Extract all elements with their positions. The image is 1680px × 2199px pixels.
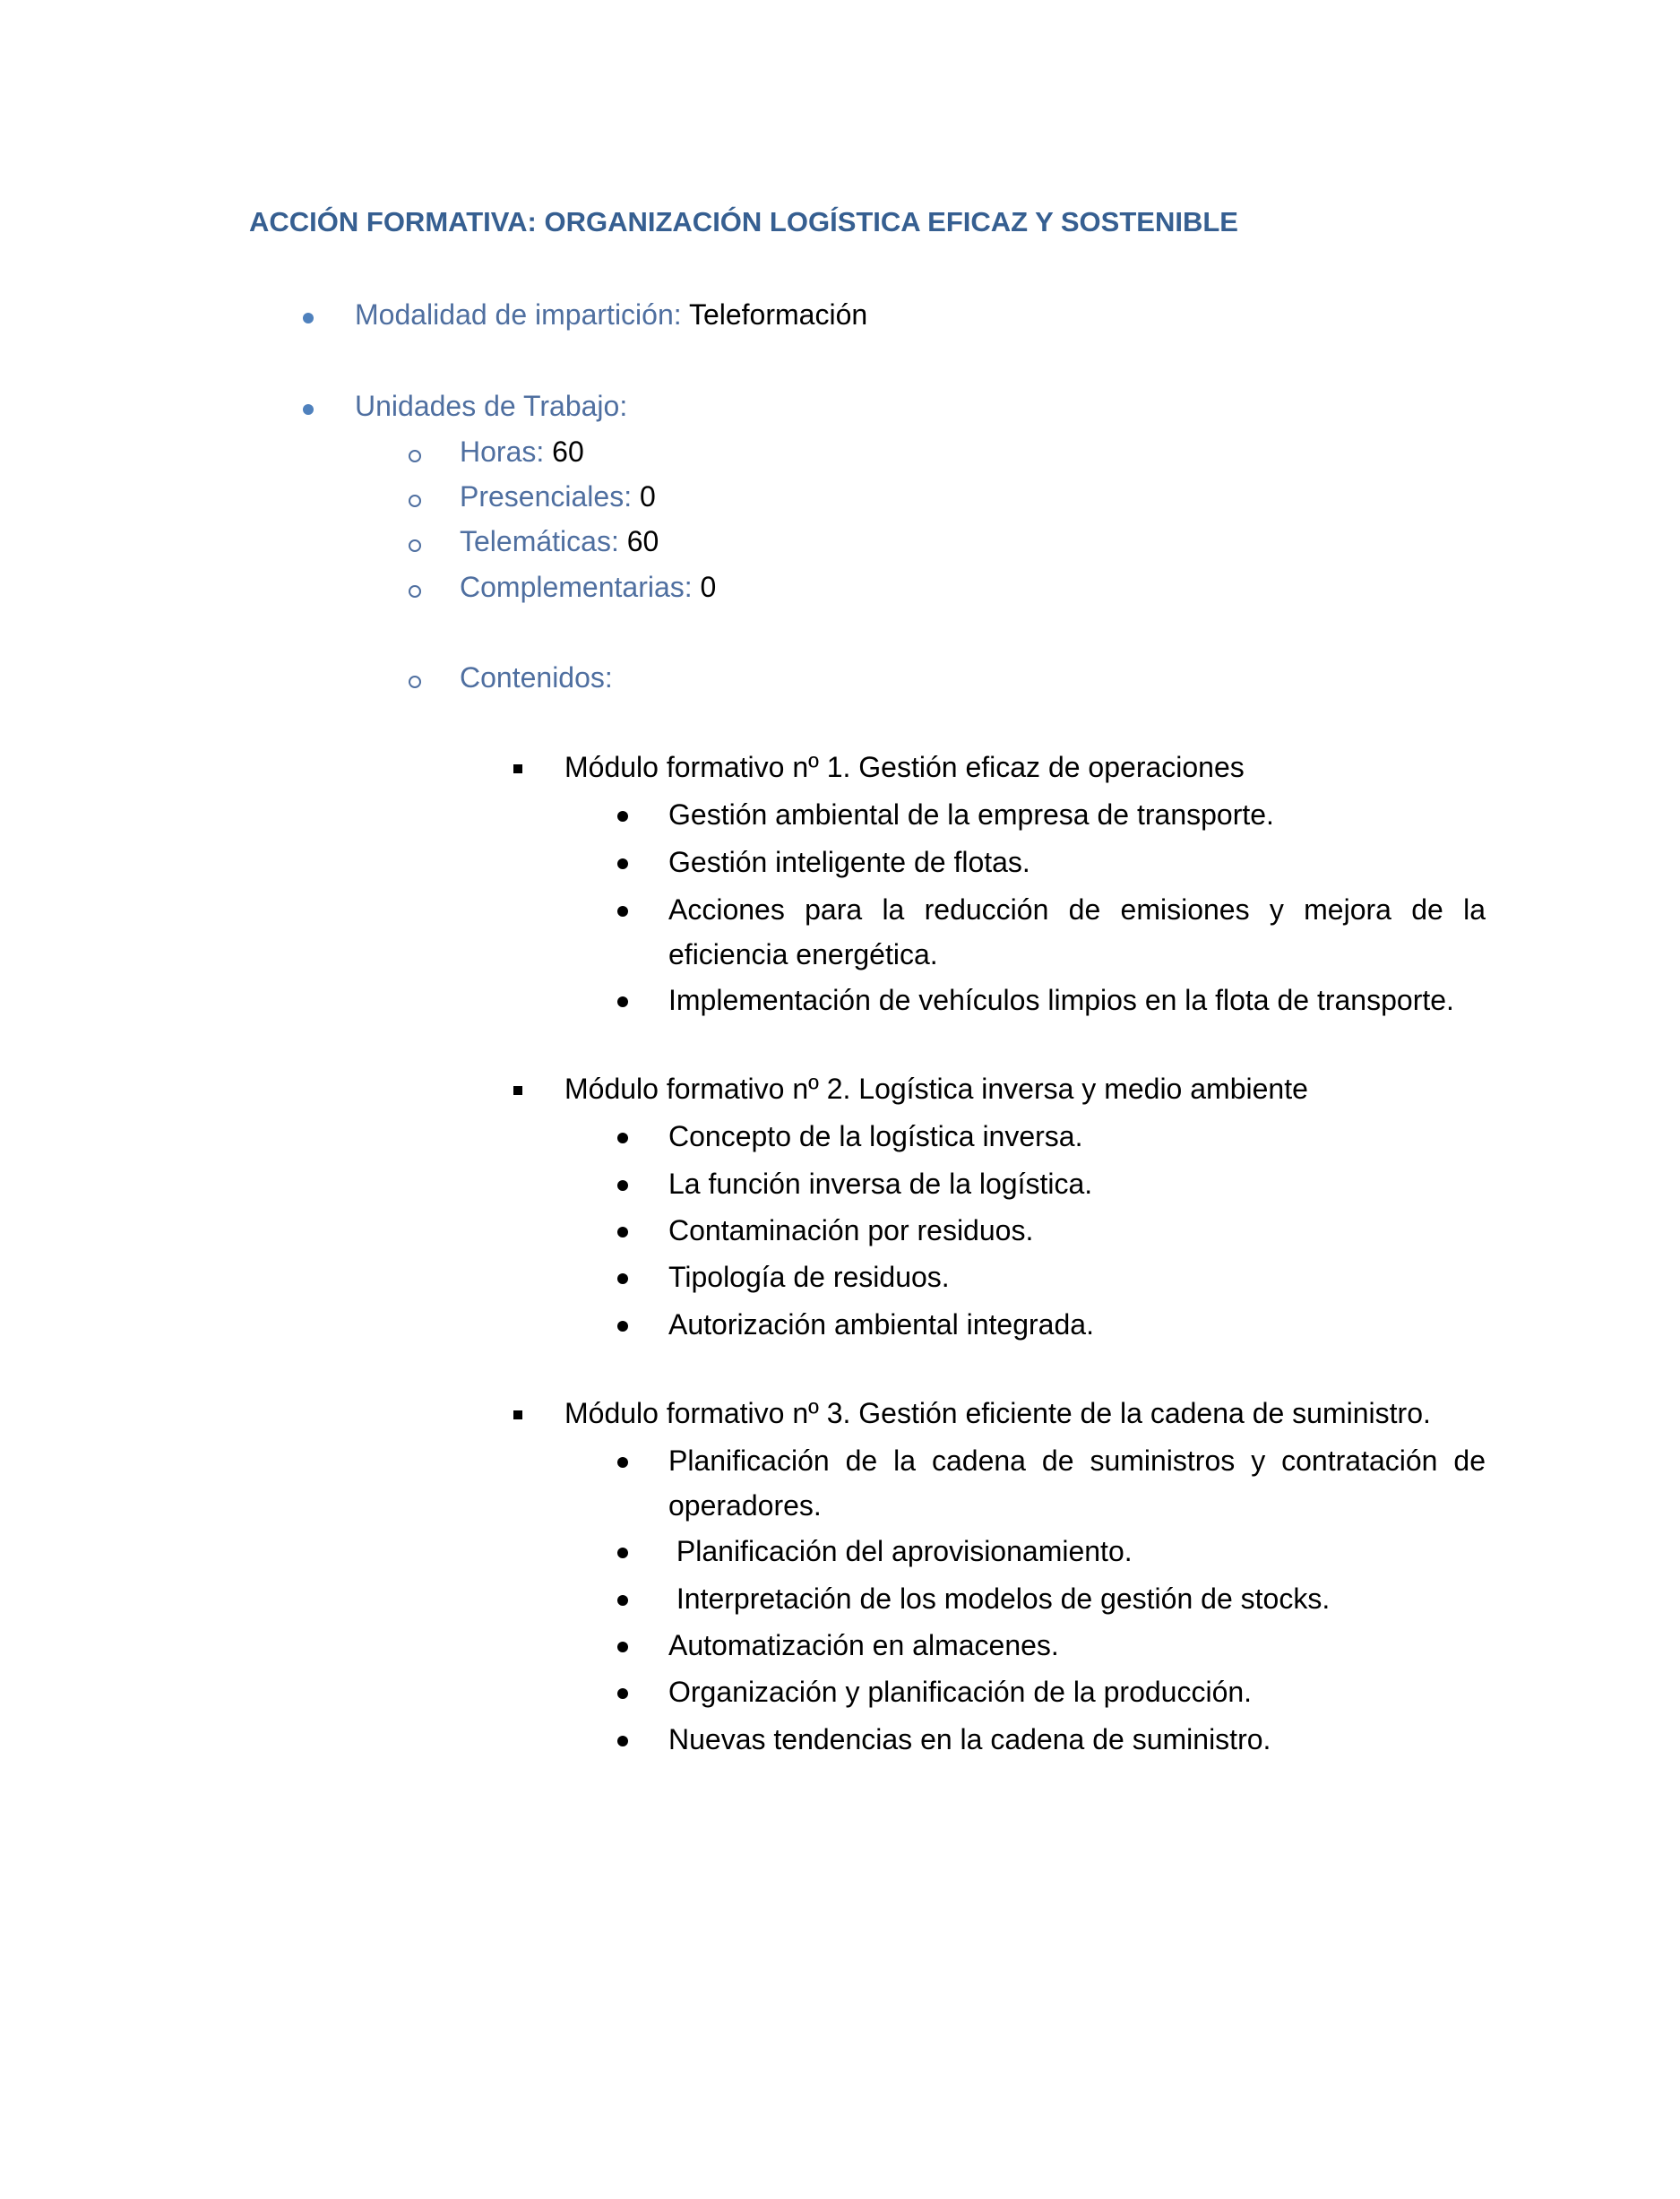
modulo-3-topic: Automatización en almacenes. [668, 1629, 1059, 1661]
bullet-icon [617, 1548, 628, 1558]
bullet-icon [303, 404, 314, 415]
modulo-3-title: Módulo formativo nº 3. Gestión eficiente de la cadena de suministro. [564, 1397, 1431, 1429]
modulo-1-topic-continuation: eficiencia energética. [668, 938, 938, 970]
circle-bullet-icon [409, 495, 421, 507]
modulo-1-topic: Gestión inteligente de flotas. [668, 846, 1030, 878]
unidad-complementarias: Complementarias: 0 [460, 571, 717, 603]
bullet-icon [617, 1227, 628, 1237]
bullet-icon [617, 1736, 628, 1746]
bullet-icon [617, 1321, 628, 1332]
circle-bullet-icon [409, 539, 421, 552]
circle-bullet-icon [409, 585, 421, 598]
bullet-icon [303, 313, 314, 323]
modalidad-line [355, 298, 867, 332]
modulo-1-topic: Implementación de vehículos limpios en la flota de transporte. [668, 984, 1454, 1016]
document-title: ACCIÓN FORMATIVA: ORGANIZACIÓN LOGÍSTICA EFICAZ Y SOSTENIBLE [249, 206, 1238, 237]
bullet-icon [617, 1688, 628, 1699]
modulo-2-topic: Tipología de residuos. [668, 1261, 950, 1293]
modulo-3-topic: Planificación de la cadena de suministros y contratación de [668, 1444, 1486, 1477]
bullet-icon [617, 1457, 628, 1468]
bullet-icon [617, 1273, 628, 1284]
modulo-3-topic: Planificación del aprovisionamiento. [668, 1535, 1133, 1567]
modalidad-value: Teleformación [681, 298, 868, 331]
square-bullet-icon [513, 1086, 522, 1095]
modalidad-label: Modalidad de impartición: [355, 298, 682, 331]
bullet-icon [617, 1180, 628, 1191]
circle-bullet-icon [409, 676, 421, 688]
bullet-icon [617, 1595, 628, 1606]
bullet-icon [617, 1642, 628, 1652]
modulo-1-title: Módulo formativo nº 1. Gestión eficaz de operaciones [564, 751, 1245, 783]
bullet-icon [617, 811, 628, 822]
modulo-3-topic: Interpretación de los modelos de gestión de stocks. [668, 1582, 1331, 1615]
bullet-icon [617, 906, 628, 917]
modulo-3-topic-continuation: operadores. [668, 1489, 822, 1522]
unidad-horas: Horas: 60 [460, 435, 584, 468]
unidad-telematicas: Telemáticas: 60 [460, 525, 659, 557]
modulo-1-topic: Acciones para la reducción de emisiones y mejora de la [668, 893, 1486, 926]
square-bullet-icon [513, 764, 522, 773]
modulo-2-topic: Concepto de la logística inversa. [668, 1120, 1083, 1152]
modulo-1-topic: Gestión ambiental de la empresa de transporte. [668, 798, 1274, 831]
bullet-icon [617, 996, 628, 1007]
modulo-3-topic: Organización y planificación de la producción. [668, 1676, 1253, 1708]
contenidos-label: Contenidos: [460, 661, 613, 694]
modulo-3-topic: Nuevas tendencias en la cadena de suministro. [668, 1723, 1271, 1755]
modulo-2-title: Módulo formativo nº 2. Logística inversa y medio ambiente [564, 1073, 1308, 1105]
unidades-label: Unidades de Trabajo: [355, 390, 628, 422]
modulo-2-topic: Autorización ambiental integrada. [668, 1308, 1094, 1341]
square-bullet-icon [513, 1410, 522, 1419]
circle-bullet-icon [409, 450, 421, 462]
modulo-2-topic: La función inversa de la logística. [668, 1168, 1093, 1200]
unidad-presenciales: Presenciales: 0 [460, 480, 656, 513]
modulo-2-topic: Contaminación por residuos. [668, 1214, 1034, 1246]
bullet-icon [617, 1133, 628, 1143]
bullet-icon [617, 858, 628, 869]
